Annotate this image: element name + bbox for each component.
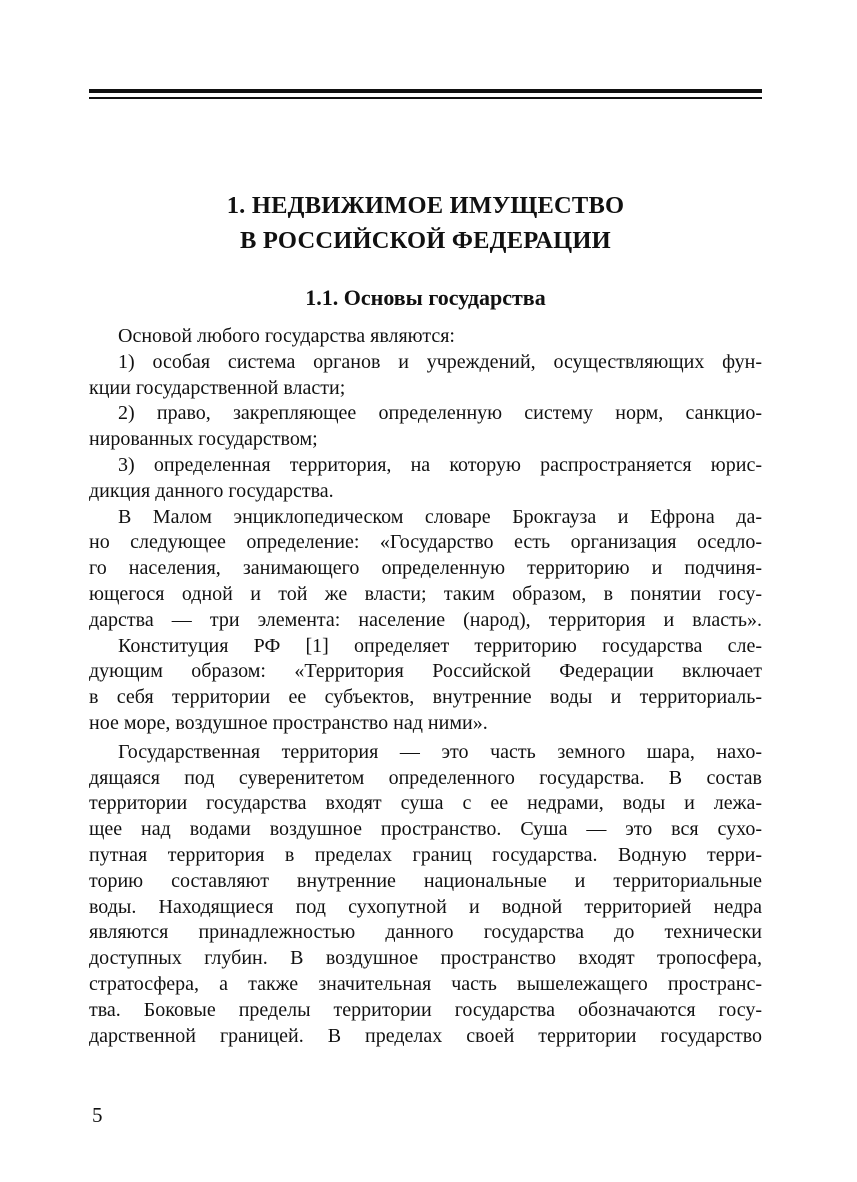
text-line: но следующее определение: «Государство есть организация оседло- [89, 531, 762, 554]
text-line: путная территория в пределах границ государства. Водную терри- [89, 843, 762, 866]
text-line: ющегося одной и той же власти; таким образом, в понятии госу- [89, 582, 762, 605]
text-line: доступных глубин. В воздушное пространство входят тропосфера, [89, 947, 762, 970]
chapter-title-line-2: В РОССИЙСКОЙ ФЕДЕРАЦИИ [240, 227, 611, 254]
header-rule-thin [89, 97, 762, 99]
paragraph-brockhaus [89, 505, 762, 634]
text-line: территории государства входят суша с ее недрами, воды и лежа- [89, 792, 762, 815]
text-line: торию составляют внутренние национальные и территориальные [89, 869, 762, 892]
text-line: дарства — три элемента: население (народ), территория и власть». [89, 608, 762, 631]
paragraph-constitution [89, 634, 762, 737]
text-line: являются принадлежностью данного государства до технически [89, 921, 762, 944]
paragraph-item-2 [89, 401, 762, 453]
paragraph-intro [89, 324, 762, 350]
text-line: 1) особая система органов и учреждений, осуществляющих фун- [118, 350, 762, 373]
text-line: воды. Находящиеся под сухопутной и водной территорией недра [89, 895, 762, 918]
body-text [89, 324, 762, 1049]
text-line: Основой любого государства являются: [118, 325, 455, 347]
text-line: Государственная территория — это часть земного шара, нахо- [118, 740, 762, 763]
text-line: нированных государством; [89, 428, 318, 451]
text-line: в себя территории ее субъектов, внутренние воды и территориаль- [89, 686, 762, 709]
text-line: го населения, занимающего определенную территорию и подчиня- [89, 557, 762, 580]
chapter-title-line-1: 1. НЕДВИЖИМОЕ ИМУЩЕСТВО [226, 192, 625, 219]
text-line: дикция данного государства. [89, 479, 334, 502]
section-title: 1.1. Основы государства [305, 285, 546, 310]
text-line: дующим образом: «Территория Российской Федерации включает [89, 660, 762, 683]
text-line: 3) определенная территория, на которую распространяется юрис- [118, 453, 762, 476]
text-line: ное море, воздушное пространство над ними». [89, 711, 488, 734]
text-line: В Малом энциклопедическом словаре Брокгауза и Ефрона да- [118, 505, 762, 528]
paragraph-item-3 [89, 453, 762, 505]
paragraph-territory [89, 740, 762, 1050]
header-rule-thick [89, 89, 762, 93]
page-number: 5 [92, 1103, 103, 1127]
paragraph-item-1 [89, 350, 762, 402]
text-line: щее над водами воздушное пространство. Суша — это вся сухо- [89, 818, 762, 841]
text-line: 2) право, закрепляющее определенную систему норм, санкцио- [118, 402, 762, 425]
text-line: тва. Боковые пределы территории государства обозначаются госу- [89, 998, 762, 1021]
chapter-title [89, 188, 762, 258]
text-line: Конституция РФ [1] определяет территорию государства сле- [118, 634, 762, 657]
text-line: дарственной границей. В пределах своей территории государство [89, 1024, 762, 1047]
text-line: стратосфера, а также значительная часть вышележащего пространс- [89, 972, 762, 995]
text-line: дящаяся под суверенитетом определенного государства. В состав [89, 766, 762, 789]
text-line: кции государственной власти; [89, 376, 346, 399]
